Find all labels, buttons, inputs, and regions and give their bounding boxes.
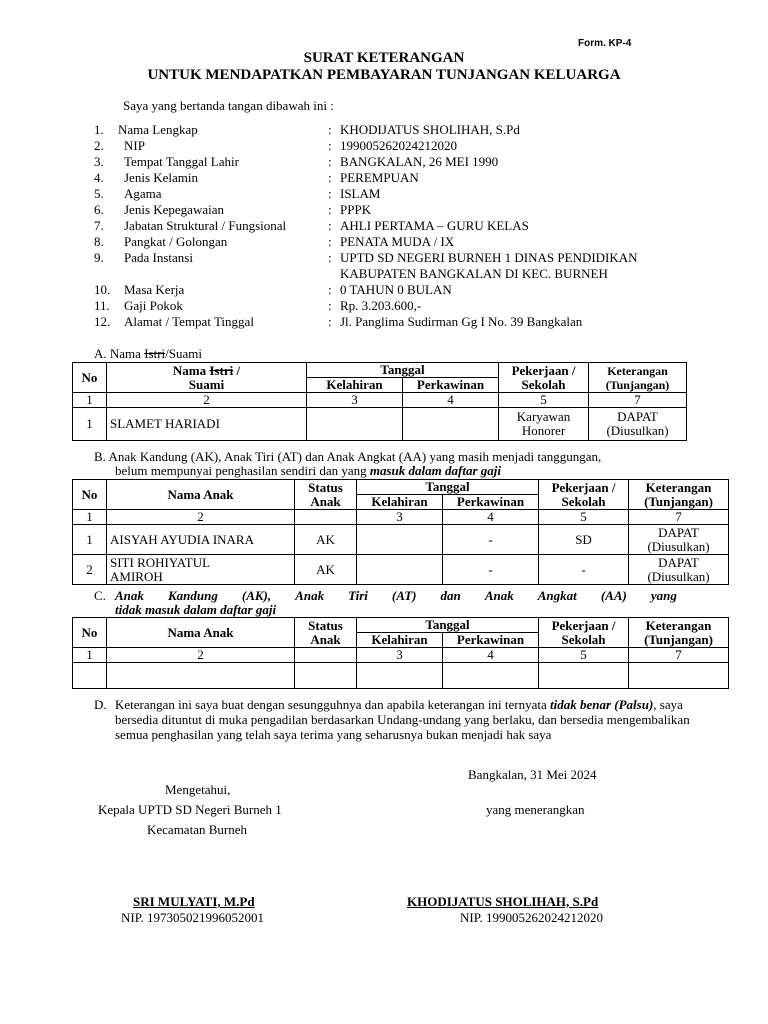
identity-row: [94, 154, 734, 170]
section-d-paragraph: [115, 697, 695, 742]
colon: :: [328, 250, 332, 265]
cell-perkawinan: -: [443, 555, 539, 585]
word: yang: [650, 588, 677, 603]
identity-row: [94, 218, 734, 234]
word: (AA): [600, 588, 627, 603]
colon: :: [328, 218, 332, 233]
header-tanggal: Tanggal: [307, 363, 499, 378]
number-cell: 2: [107, 510, 295, 525]
empty-cell: [629, 663, 729, 689]
number-cell: 1: [73, 648, 107, 663]
empty-cell: [443, 663, 539, 689]
table-row: [73, 663, 729, 689]
cell-name: SLAMET HARIADI: [107, 408, 307, 441]
row-value: PENATA MUDA / IX: [340, 234, 455, 249]
section-a-suffix: /Suami: [165, 346, 202, 361]
row-label: Masa Kerja: [124, 282, 185, 297]
row-value: Jl. Panglima Sudirman Gg I No. 39 Bangkalan: [340, 314, 583, 329]
intro-text: Saya yang bertanda tangan dibawah ini :: [123, 98, 334, 113]
header-pekerjaan: Pekerjaan / Sekolah: [499, 363, 589, 393]
children-table: [72, 479, 729, 585]
header-pekerjaan: Pekerjaan / Sekolah: [539, 618, 629, 648]
cell-kelahiran: [307, 408, 403, 441]
place-date: Bangkalan, 31 Mei 2024: [468, 767, 597, 782]
empty-cell: [107, 663, 295, 689]
row-number: 4.: [94, 170, 104, 185]
cell-nama: AISYAH AYUDIA INARA: [107, 525, 295, 555]
number-cell: [295, 648, 357, 663]
colon: :: [328, 154, 332, 169]
left-signer-nip: NIP. 197305021996052001: [121, 910, 265, 925]
header-nama-anak: Nama Anak: [107, 618, 295, 648]
cell-no: 2: [73, 555, 107, 585]
row-value: 0 TAHUN 0 BULAN: [340, 282, 452, 297]
cell-pekerjaan: SD: [539, 525, 629, 555]
document-subtitle: UNTUK MENDAPATKAN PEMBAYARAN TUNJANGAN KELUARGA: [147, 67, 621, 83]
empty-cell: [539, 663, 629, 689]
header-name-prefix: Nama: [172, 362, 210, 378]
number-cell: 3: [307, 393, 403, 408]
row-label: Tempat Tanggal Lahir: [124, 154, 239, 169]
identity-row: [94, 298, 734, 314]
cell-kelahiran: [357, 525, 443, 555]
number-cell: 4: [443, 510, 539, 525]
paragraph-emphasis: tidak benar (Palsu): [549, 697, 654, 712]
header-name-line2: Suami: [188, 376, 225, 392]
header-keterangan: Keterangan (Tunjangan): [629, 618, 729, 648]
header-kelahiran: Kelahiran: [357, 495, 443, 510]
header-nama-anak: Nama Anak: [107, 480, 295, 510]
header-status: Status Anak: [295, 480, 357, 510]
table-row: [73, 555, 729, 585]
number-cell: 5: [539, 648, 629, 663]
header-status: Status Anak: [295, 618, 357, 648]
number-row: [73, 648, 729, 663]
section-a-heading: [94, 346, 202, 362]
left-signer-title: Kepala UPTD SD Negeri Burneh 1: [98, 802, 282, 817]
row-number: 12.: [94, 314, 111, 329]
identity-row: [94, 170, 734, 186]
row-number: 9.: [94, 250, 104, 265]
row-value: KHODIJATUS SHOLIHAH, S.Pd: [340, 122, 520, 137]
row-label: Nama Lengkap: [118, 122, 198, 137]
header-pekerjaan: Pekerjaan / Sekolah: [539, 480, 629, 510]
section-b-line1: B. Anak Kandung (AK), Anak Tiri (AT) dan Anak Angkat (AA) yang masih menjadi tanggungan,: [94, 449, 602, 464]
row-label: Pangkat / Golongan: [124, 234, 228, 249]
number-cell: 3: [357, 510, 443, 525]
row-value: Rp. 3.203.600,-: [340, 298, 422, 313]
header-tanggal: Tanggal: [357, 480, 539, 495]
number-cell: 7: [589, 393, 687, 408]
colon: :: [328, 282, 332, 297]
section-c-label: C.: [94, 588, 106, 603]
number-cell: 1: [73, 393, 107, 408]
word: Anak: [115, 588, 144, 603]
paragraph-text: Keterangan ini saya buat dengan sesungguhnya dan apabila keterangan ini ternyata: [115, 697, 550, 712]
colon: :: [328, 186, 332, 201]
right-signer-nip: NIP. 199005262024212020: [460, 910, 604, 925]
table-row: [73, 525, 729, 555]
number-cell: 2: [107, 393, 307, 408]
table-row: [73, 408, 687, 441]
row-label: Gaji Pokok: [124, 298, 183, 313]
number-cell: 7: [629, 648, 729, 663]
cell-status: AK: [295, 555, 357, 585]
row-label: Pada Instansi: [124, 250, 193, 265]
header-no: No: [73, 618, 107, 648]
number-cell: 7: [629, 510, 729, 525]
header-perkawinan: Perkawinan: [443, 633, 539, 648]
colon: :: [328, 298, 332, 313]
right-signer-title: yang menerangkan: [486, 802, 585, 817]
header-kelahiran: Kelahiran: [307, 378, 403, 393]
colon: :: [328, 170, 332, 185]
header-name-suffix: /: [233, 362, 241, 378]
row-value: UPTD SD NEGERI BURNEH 1 DINAS PENDIDIKAN KABUPATEN BANGKALAN DI KEC. BURNEH: [340, 250, 638, 281]
identity-row: [94, 202, 734, 218]
number-cell: 5: [539, 510, 629, 525]
cell-keterangan: DAPAT (Diusulkan): [629, 555, 729, 585]
document-title: SURAT KETERANGAN: [303, 50, 465, 66]
colon: :: [328, 122, 332, 137]
word: Tiri: [348, 588, 368, 603]
colon: :: [328, 138, 332, 153]
cell-perkawinan: [403, 408, 499, 441]
number-row: [73, 393, 687, 408]
word: (AK),: [241, 588, 272, 603]
header-no: No: [73, 480, 107, 510]
cell-no: 1: [73, 408, 107, 441]
left-signer-subtitle: Kecamatan Burneh: [147, 822, 247, 837]
number-cell: 3: [357, 648, 443, 663]
header-no: No: [73, 363, 107, 393]
row-number: 8.: [94, 234, 104, 249]
number-row: [73, 510, 729, 525]
word: (AT): [391, 588, 417, 603]
identity-row: [94, 234, 734, 250]
paragraph-text: , saya bersedia dituntut di muka pengadilan berdasarkan Undang-undang yang berlaku, dan bersedia mengembalikan semua penghasilan yang telah saya terima yang seharusnya bukan menjadi hak saya: [115, 697, 690, 742]
row-value: BANGKALAN, 26 MEI 1990: [340, 154, 499, 169]
empty-cell: [357, 663, 443, 689]
word: Kandung: [167, 588, 218, 603]
row-value: ISLAM: [340, 186, 381, 201]
right-signer-name: KHODIJATUS SHOLIHAH, S.Pd: [407, 894, 599, 909]
section-c-line2: tidak masuk dalam daftar gaji: [115, 602, 277, 617]
word: dan: [440, 588, 461, 603]
cell-no: 1: [73, 525, 107, 555]
number-cell: 1: [73, 510, 107, 525]
identity-row: [94, 138, 734, 154]
number-cell: 2: [107, 648, 295, 663]
row-value: AHLI PERTAMA – GURU KELAS: [340, 218, 529, 233]
header-perkawinan: Perkawinan: [443, 495, 539, 510]
cell-keterangan: DAPAT (Diusulkan): [629, 525, 729, 555]
empty-cell: [295, 663, 357, 689]
spouse-table: [72, 362, 687, 441]
section-d-label: D.: [94, 697, 107, 712]
row-label: Jenis Kepegawaian: [124, 202, 224, 217]
header-tanggal: Tanggal: [357, 618, 539, 633]
row-number: 1.: [94, 122, 104, 137]
identity-row: [94, 122, 734, 138]
identity-row: [94, 186, 734, 202]
cell-pekerjaan: Karyawan Honorer: [499, 408, 589, 441]
identity-row: [94, 282, 734, 298]
section-b-text: belum mempunyai penghasilan sendiri dan yang: [115, 463, 370, 478]
header-keterangan: Keterangan (Tunjangan): [589, 363, 687, 393]
row-number: 7.: [94, 218, 104, 233]
cell-pekerjaan: -: [539, 555, 629, 585]
row-value: 199005262024212020: [340, 138, 457, 153]
section-b-emphasis: masuk dalam daftar gaji: [369, 463, 501, 478]
row-number: 3.: [94, 154, 104, 169]
row-number: 11.: [94, 298, 110, 313]
word: Anak: [484, 588, 514, 603]
word: Angkat: [537, 588, 577, 603]
row-label: Jenis Kelamin: [124, 170, 199, 185]
number-cell: 4: [443, 648, 539, 663]
struck-word: Istri: [209, 362, 234, 378]
row-value: PEREMPUAN: [340, 170, 419, 185]
colon: :: [328, 202, 332, 217]
colon: :: [328, 234, 332, 249]
cell-kelahiran: [357, 555, 443, 585]
header-perkawinan: Perkawinan: [403, 378, 499, 393]
row-number: 10.: [94, 282, 111, 297]
struck-word: Istri: [144, 346, 166, 361]
row-label: Alamat / Tempat Tinggal: [124, 314, 254, 329]
section-a-prefix: A. Nama: [94, 346, 145, 361]
section-b-line2: [115, 463, 501, 479]
row-label: Jabatan Struktural / Fungsional: [124, 218, 287, 233]
cell-nama: SITI ROHIYATUL AMIROH: [107, 555, 295, 585]
other-children-table: [72, 617, 729, 689]
row-number: 5.: [94, 186, 104, 201]
form-code: Form. KP-4: [578, 38, 632, 49]
number-cell: 4: [403, 393, 499, 408]
cell-status: AK: [295, 525, 357, 555]
word: Anak: [295, 588, 325, 603]
row-number: 2.: [94, 138, 104, 153]
number-cell: [295, 510, 357, 525]
colon: :: [328, 314, 332, 329]
row-label: NIP: [124, 138, 145, 153]
row-label: Agama: [124, 186, 162, 201]
identity-row: [94, 250, 734, 282]
cell-keterangan: DAPAT (Diusulkan): [589, 408, 687, 441]
row-value: PPPK: [340, 202, 372, 217]
left-signer-name: SRI MULYATI, M.Pd: [133, 894, 255, 909]
row-number: 6.: [94, 202, 104, 217]
number-cell: 5: [499, 393, 589, 408]
empty-cell: [73, 663, 107, 689]
identity-row: [94, 314, 734, 330]
header-keterangan: Keterangan (Tunjangan): [629, 480, 729, 510]
header-kelahiran: Kelahiran: [357, 633, 443, 648]
header-name: [107, 363, 307, 393]
mengetahui-label: Mengetahui,: [165, 782, 231, 797]
cell-perkawinan: -: [443, 525, 539, 555]
